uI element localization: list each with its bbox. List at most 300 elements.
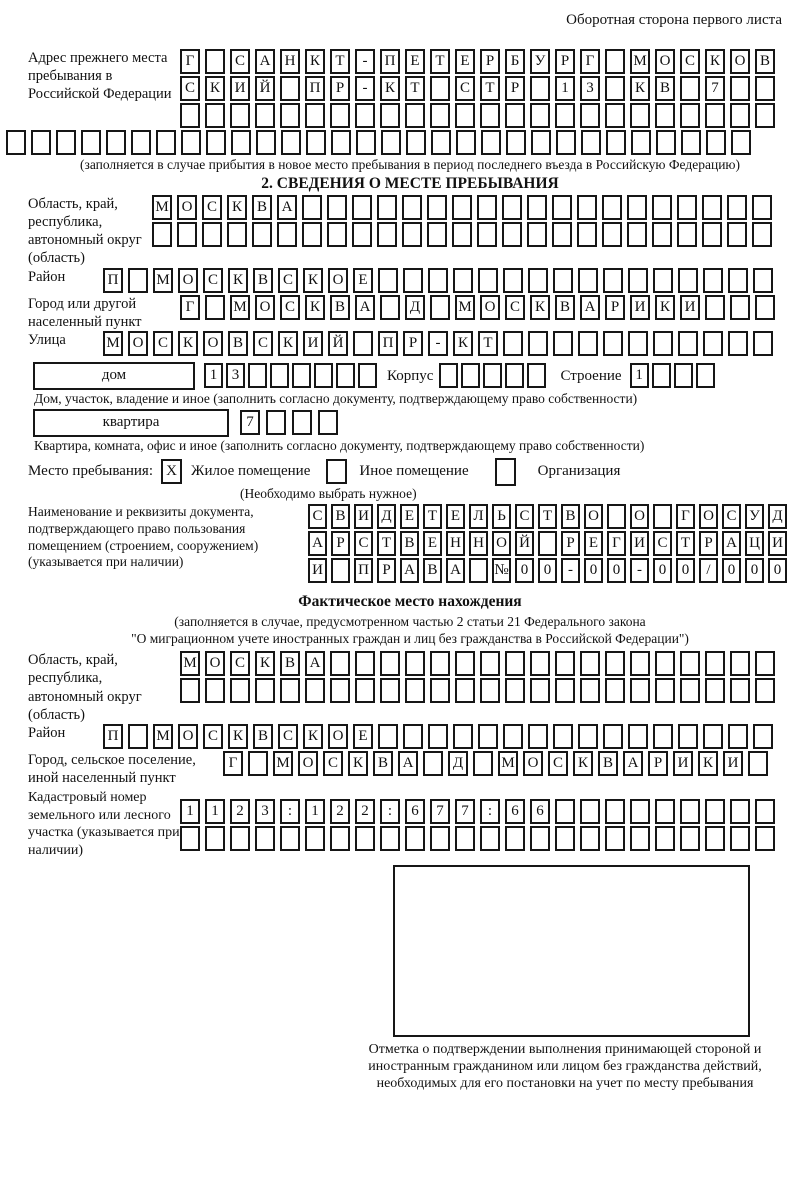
char-box[interactable]: И	[303, 331, 323, 356]
char-box[interactable]	[355, 651, 375, 676]
char-box[interactable]: 0	[745, 558, 764, 583]
char-box[interactable]	[430, 651, 450, 676]
char-box[interactable]: К	[305, 49, 325, 74]
char-box[interactable]	[353, 331, 373, 356]
char-box[interactable]	[31, 130, 51, 155]
char-box[interactable]	[402, 222, 422, 247]
char-box[interactable]: Р	[561, 531, 580, 556]
char-box[interactable]	[753, 331, 773, 356]
char-box[interactable]: Д	[448, 751, 468, 776]
char-box[interactable]	[378, 268, 398, 293]
char-box[interactable]	[555, 678, 575, 703]
char-box[interactable]	[181, 130, 201, 155]
char-box[interactable]	[678, 268, 698, 293]
char-box[interactable]: 6	[505, 799, 525, 824]
char-box[interactable]	[530, 76, 550, 101]
char-box[interactable]: Н	[446, 531, 465, 556]
char-box[interactable]	[405, 678, 425, 703]
char-box[interactable]	[705, 799, 725, 824]
char-box[interactable]	[230, 103, 250, 128]
char-box[interactable]	[653, 331, 673, 356]
char-box[interactable]: Е	[446, 504, 465, 529]
char-box[interactable]	[528, 724, 548, 749]
char-box[interactable]	[755, 651, 775, 676]
char-box[interactable]: А	[355, 295, 375, 320]
char-box[interactable]	[527, 363, 546, 388]
char-box[interactable]: И	[630, 531, 649, 556]
char-box[interactable]	[430, 826, 450, 851]
char-box[interactable]: К	[453, 331, 473, 356]
char-box[interactable]	[355, 103, 375, 128]
char-box[interactable]	[380, 826, 400, 851]
char-box[interactable]	[403, 724, 423, 749]
char-box[interactable]	[292, 410, 312, 435]
char-box[interactable]: К	[303, 268, 323, 293]
char-box[interactable]	[431, 130, 451, 155]
char-box[interactable]: Л	[469, 504, 488, 529]
char-box[interactable]	[331, 558, 350, 583]
char-box[interactable]	[530, 103, 550, 128]
char-box[interactable]	[705, 651, 725, 676]
char-box[interactable]: О	[203, 331, 223, 356]
char-box[interactable]: П	[380, 49, 400, 74]
char-box[interactable]: Р	[699, 531, 718, 556]
char-box[interactable]: С	[230, 651, 250, 676]
char-box[interactable]	[603, 724, 623, 749]
char-box[interactable]: С	[548, 751, 568, 776]
char-box[interactable]	[503, 268, 523, 293]
char-box[interactable]: С	[323, 751, 343, 776]
char-box[interactable]	[452, 195, 472, 220]
char-box[interactable]	[180, 678, 200, 703]
char-box[interactable]: -	[630, 558, 649, 583]
char-box[interactable]	[330, 678, 350, 703]
char-box[interactable]	[553, 331, 573, 356]
char-box[interactable]: А	[277, 195, 297, 220]
char-box[interactable]	[473, 751, 493, 776]
char-box[interactable]	[455, 678, 475, 703]
char-box[interactable]	[680, 678, 700, 703]
char-box[interactable]	[205, 49, 225, 74]
char-box[interactable]	[678, 331, 698, 356]
char-box[interactable]	[605, 103, 625, 128]
char-box[interactable]	[480, 826, 500, 851]
char-box[interactable]: №	[492, 558, 511, 583]
char-box[interactable]: А	[398, 751, 418, 776]
char-box[interactable]	[306, 130, 326, 155]
char-box[interactable]	[427, 222, 447, 247]
char-box[interactable]: К	[655, 295, 675, 320]
char-box[interactable]: В	[561, 504, 580, 529]
char-box[interactable]	[352, 195, 372, 220]
char-box[interactable]: О	[205, 651, 225, 676]
char-box[interactable]	[538, 531, 557, 556]
char-box[interactable]	[730, 295, 750, 320]
char-box[interactable]: К	[278, 331, 298, 356]
char-box[interactable]: Р	[648, 751, 668, 776]
char-box[interactable]	[527, 195, 547, 220]
char-box[interactable]: Т	[538, 504, 557, 529]
char-box[interactable]	[480, 651, 500, 676]
char-box[interactable]: О	[523, 751, 543, 776]
char-box[interactable]: Т	[676, 531, 695, 556]
char-box[interactable]	[555, 651, 575, 676]
char-box[interactable]: Б	[505, 49, 525, 74]
char-box[interactable]: Г	[676, 504, 695, 529]
char-box[interactable]	[553, 268, 573, 293]
char-box[interactable]: У	[745, 504, 764, 529]
char-box[interactable]: А	[446, 558, 465, 583]
char-box[interactable]	[607, 504, 626, 529]
char-box[interactable]: Е	[400, 504, 419, 529]
char-box[interactable]	[705, 295, 725, 320]
char-box[interactable]: В	[253, 268, 273, 293]
char-box[interactable]	[505, 651, 525, 676]
char-box[interactable]	[530, 826, 550, 851]
char-box[interactable]	[505, 103, 525, 128]
char-box[interactable]: А	[305, 651, 325, 676]
char-box[interactable]: И	[680, 295, 700, 320]
char-box[interactable]	[706, 130, 726, 155]
char-box[interactable]: С	[202, 195, 222, 220]
char-box[interactable]	[430, 678, 450, 703]
char-box[interactable]	[505, 363, 524, 388]
char-box[interactable]: И	[768, 531, 787, 556]
char-box[interactable]	[630, 678, 650, 703]
char-box[interactable]	[655, 826, 675, 851]
char-box[interactable]	[502, 222, 522, 247]
char-box[interactable]: В	[253, 724, 273, 749]
char-box[interactable]: Г	[180, 295, 200, 320]
char-box[interactable]	[553, 724, 573, 749]
char-box[interactable]: М	[103, 331, 123, 356]
char-box[interactable]: О	[655, 49, 675, 74]
char-box[interactable]	[630, 103, 650, 128]
char-box[interactable]	[753, 724, 773, 749]
char-box[interactable]: С	[722, 504, 741, 529]
char-box[interactable]: К	[630, 76, 650, 101]
char-box[interactable]: 0	[584, 558, 603, 583]
char-box[interactable]: О	[328, 268, 348, 293]
char-box[interactable]	[748, 751, 768, 776]
char-box[interactable]	[605, 826, 625, 851]
char-box[interactable]: К	[705, 49, 725, 74]
char-box[interactable]	[453, 268, 473, 293]
char-box[interactable]	[730, 76, 750, 101]
char-box[interactable]	[403, 268, 423, 293]
char-box[interactable]: Р	[331, 531, 350, 556]
char-box[interactable]: Р	[480, 49, 500, 74]
char-box[interactable]: Т	[405, 76, 425, 101]
char-box[interactable]: Т	[480, 76, 500, 101]
char-box[interactable]: А	[255, 49, 275, 74]
char-box[interactable]: 1	[205, 799, 225, 824]
char-box[interactable]	[280, 76, 300, 101]
char-box[interactable]: 3	[255, 799, 275, 824]
char-box[interactable]	[461, 363, 480, 388]
char-box[interactable]	[330, 826, 350, 851]
char-box[interactable]	[603, 331, 623, 356]
char-box[interactable]: С	[253, 331, 273, 356]
char-box[interactable]	[628, 268, 648, 293]
char-box[interactable]: 7	[240, 410, 260, 435]
char-box[interactable]: -	[355, 76, 375, 101]
char-box[interactable]	[428, 268, 448, 293]
char-box[interactable]: К	[227, 195, 247, 220]
char-box[interactable]: -	[561, 558, 580, 583]
char-box[interactable]: П	[354, 558, 373, 583]
char-box[interactable]	[152, 222, 172, 247]
char-box[interactable]	[530, 678, 550, 703]
char-box[interactable]	[230, 826, 250, 851]
char-box[interactable]	[305, 103, 325, 128]
char-box[interactable]	[430, 295, 450, 320]
char-box[interactable]: В	[331, 504, 350, 529]
char-box[interactable]: С	[230, 49, 250, 74]
char-box[interactable]	[678, 724, 698, 749]
char-box[interactable]: Т	[377, 531, 396, 556]
char-box[interactable]: И	[354, 504, 373, 529]
char-box[interactable]	[6, 130, 26, 155]
char-box[interactable]: О	[630, 504, 649, 529]
char-box[interactable]	[605, 799, 625, 824]
char-box[interactable]	[356, 130, 376, 155]
char-box[interactable]: О	[177, 195, 197, 220]
char-box[interactable]: Р	[330, 76, 350, 101]
char-box[interactable]: Д	[768, 504, 787, 529]
char-box[interactable]	[430, 76, 450, 101]
char-box[interactable]	[578, 331, 598, 356]
char-box[interactable]: Е	[455, 49, 475, 74]
char-box[interactable]: К	[530, 295, 550, 320]
char-box[interactable]	[502, 195, 522, 220]
char-box[interactable]	[578, 268, 598, 293]
char-box[interactable]	[677, 195, 697, 220]
char-box[interactable]	[653, 504, 672, 529]
char-box[interactable]: П	[103, 268, 123, 293]
residential-checkbox[interactable]: X	[161, 459, 182, 484]
char-box[interactable]: 3	[580, 76, 600, 101]
char-box[interactable]: П	[103, 724, 123, 749]
char-box[interactable]: 2	[330, 799, 350, 824]
char-box[interactable]: 1	[305, 799, 325, 824]
char-box[interactable]	[469, 558, 488, 583]
char-box[interactable]: Й	[255, 76, 275, 101]
char-box[interactable]	[702, 195, 722, 220]
char-box[interactable]	[405, 826, 425, 851]
char-box[interactable]: И	[308, 558, 327, 583]
char-box[interactable]	[478, 724, 498, 749]
char-box[interactable]: О	[328, 724, 348, 749]
char-box[interactable]	[327, 222, 347, 247]
char-box[interactable]: Й	[328, 331, 348, 356]
char-box[interactable]: Г	[223, 751, 243, 776]
char-box[interactable]	[705, 678, 725, 703]
char-box[interactable]	[705, 103, 725, 128]
char-box[interactable]	[605, 49, 625, 74]
char-box[interactable]	[602, 195, 622, 220]
char-box[interactable]	[652, 195, 672, 220]
char-box[interactable]: К	[228, 268, 248, 293]
char-box[interactable]	[630, 651, 650, 676]
char-box[interactable]: С	[280, 295, 300, 320]
char-box[interactable]: Д	[405, 295, 425, 320]
char-box[interactable]: В	[598, 751, 618, 776]
char-box[interactable]: Т	[423, 504, 442, 529]
char-box[interactable]	[528, 268, 548, 293]
char-box[interactable]: 2	[230, 799, 250, 824]
char-box[interactable]: М	[230, 295, 250, 320]
char-box[interactable]	[380, 678, 400, 703]
char-box[interactable]	[655, 678, 675, 703]
char-box[interactable]	[605, 678, 625, 703]
char-box[interactable]: С	[203, 268, 223, 293]
char-box[interactable]: Т	[430, 49, 450, 74]
char-box[interactable]	[177, 222, 197, 247]
char-box[interactable]: В	[655, 76, 675, 101]
char-box[interactable]	[180, 103, 200, 128]
char-box[interactable]	[156, 130, 176, 155]
char-box[interactable]	[256, 130, 276, 155]
char-box[interactable]: С	[203, 724, 223, 749]
char-box[interactable]	[755, 295, 775, 320]
char-box[interactable]: 3	[226, 363, 245, 388]
char-box[interactable]	[603, 268, 623, 293]
char-box[interactable]	[552, 222, 572, 247]
char-box[interactable]: В	[252, 195, 272, 220]
char-box[interactable]	[206, 130, 226, 155]
char-box[interactable]: 6	[405, 799, 425, 824]
char-box[interactable]	[477, 195, 497, 220]
char-box[interactable]	[128, 724, 148, 749]
char-box[interactable]	[730, 799, 750, 824]
char-box[interactable]: 1	[204, 363, 223, 388]
char-box[interactable]	[730, 103, 750, 128]
char-box[interactable]	[305, 678, 325, 703]
char-box[interactable]: О	[178, 268, 198, 293]
char-box[interactable]: В	[755, 49, 775, 74]
char-box[interactable]: -	[355, 49, 375, 74]
char-box[interactable]	[280, 826, 300, 851]
char-box[interactable]: М	[498, 751, 518, 776]
char-box[interactable]: Р	[377, 558, 396, 583]
char-box[interactable]	[428, 724, 448, 749]
char-box[interactable]	[577, 222, 597, 247]
char-box[interactable]	[527, 222, 547, 247]
char-box[interactable]: В	[330, 295, 350, 320]
char-box[interactable]	[352, 222, 372, 247]
char-box[interactable]	[266, 410, 286, 435]
char-box[interactable]	[752, 195, 772, 220]
char-box[interactable]	[330, 103, 350, 128]
char-box[interactable]	[705, 826, 725, 851]
char-box[interactable]: А	[623, 751, 643, 776]
char-box[interactable]	[680, 799, 700, 824]
char-box[interactable]	[727, 222, 747, 247]
char-box[interactable]: М	[455, 295, 475, 320]
char-box[interactable]: В	[400, 531, 419, 556]
char-box[interactable]	[131, 130, 151, 155]
char-box[interactable]	[81, 130, 101, 155]
char-box[interactable]	[505, 826, 525, 851]
char-box[interactable]: П	[378, 331, 398, 356]
char-box[interactable]	[427, 195, 447, 220]
char-box[interactable]	[128, 268, 148, 293]
char-box[interactable]: О	[480, 295, 500, 320]
char-box[interactable]	[481, 130, 501, 155]
char-box[interactable]	[580, 678, 600, 703]
char-box[interactable]: 1	[555, 76, 575, 101]
char-box[interactable]	[380, 295, 400, 320]
char-box[interactable]	[702, 222, 722, 247]
char-box[interactable]: Е	[353, 268, 373, 293]
char-box[interactable]: Й	[515, 531, 534, 556]
char-box[interactable]	[696, 363, 715, 388]
char-box[interactable]: Е	[584, 531, 603, 556]
char-box[interactable]	[528, 331, 548, 356]
char-box[interactable]: 0	[607, 558, 626, 583]
char-box[interactable]	[302, 222, 322, 247]
char-box[interactable]	[430, 103, 450, 128]
char-box[interactable]	[703, 331, 723, 356]
char-box[interactable]	[728, 268, 748, 293]
char-box[interactable]: К	[698, 751, 718, 776]
char-box[interactable]	[248, 751, 268, 776]
char-box[interactable]	[377, 195, 397, 220]
char-box[interactable]	[405, 103, 425, 128]
char-box[interactable]	[478, 268, 498, 293]
char-box[interactable]: М	[630, 49, 650, 74]
char-box[interactable]: Р	[403, 331, 423, 356]
char-box[interactable]	[506, 130, 526, 155]
char-box[interactable]	[677, 222, 697, 247]
char-box[interactable]: С	[278, 268, 298, 293]
char-box[interactable]	[552, 195, 572, 220]
char-box[interactable]	[355, 826, 375, 851]
char-box[interactable]	[631, 130, 651, 155]
char-box[interactable]: Г	[180, 49, 200, 74]
char-box[interactable]: Ь	[492, 504, 511, 529]
char-box[interactable]	[727, 195, 747, 220]
char-box[interactable]	[578, 724, 598, 749]
char-box[interactable]: И	[630, 295, 650, 320]
char-box[interactable]: К	[303, 724, 323, 749]
char-box[interactable]: С	[354, 531, 373, 556]
char-box[interactable]: О	[730, 49, 750, 74]
char-box[interactable]	[202, 222, 222, 247]
char-box[interactable]: Н	[280, 49, 300, 74]
char-box[interactable]	[381, 130, 401, 155]
char-box[interactable]	[655, 799, 675, 824]
char-box[interactable]	[627, 222, 647, 247]
char-box[interactable]	[755, 799, 775, 824]
char-box[interactable]: О	[178, 724, 198, 749]
char-box[interactable]	[248, 363, 267, 388]
char-box[interactable]	[358, 363, 377, 388]
char-box[interactable]: И	[230, 76, 250, 101]
char-box[interactable]	[280, 103, 300, 128]
char-box[interactable]	[106, 130, 126, 155]
char-box[interactable]: О	[492, 531, 511, 556]
char-box[interactable]: 0	[515, 558, 534, 583]
char-box[interactable]: К	[348, 751, 368, 776]
char-box[interactable]: С	[153, 331, 173, 356]
char-box[interactable]: 7	[430, 799, 450, 824]
char-box[interactable]: :	[480, 799, 500, 824]
char-box[interactable]: 0	[676, 558, 695, 583]
char-box[interactable]	[655, 651, 675, 676]
char-box[interactable]: К	[255, 651, 275, 676]
